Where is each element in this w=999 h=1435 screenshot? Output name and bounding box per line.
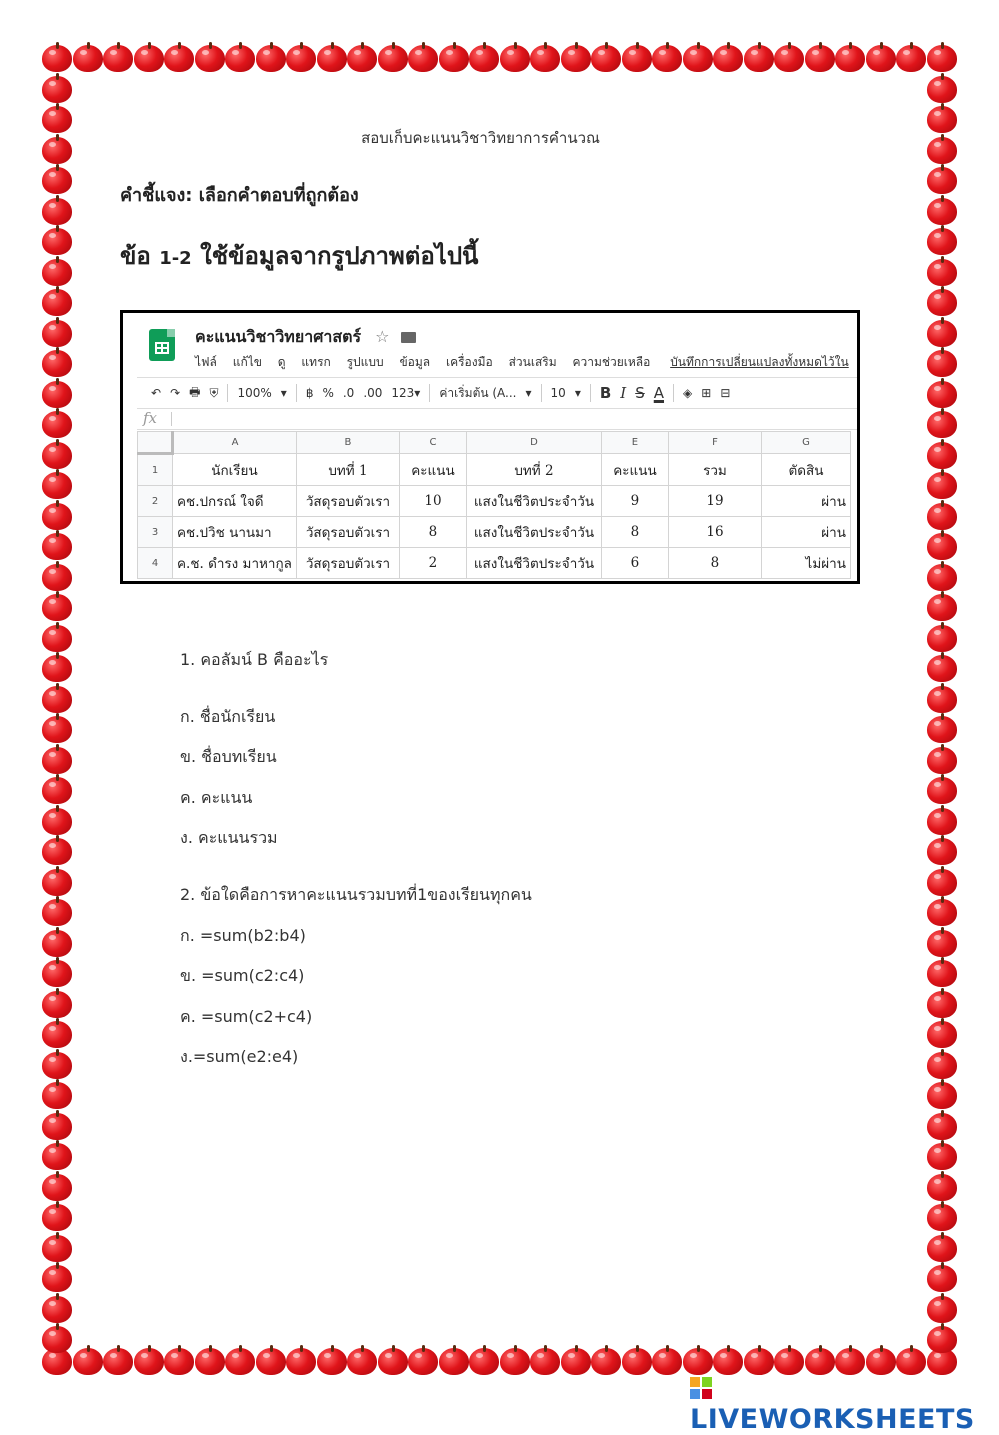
more-formats-icon: 123▾ — [391, 386, 421, 400]
table-cell: รวม — [668, 454, 761, 486]
apple-icon — [42, 1201, 72, 1231]
redo-icon: ↷ — [170, 386, 181, 400]
apple-icon — [42, 225, 72, 255]
menu-data: ข้อมูล — [399, 355, 431, 369]
apple-icon — [927, 500, 957, 530]
apple-icon — [42, 1079, 72, 1109]
apple-icon — [408, 1345, 438, 1375]
apple-icon — [42, 1262, 72, 1292]
table-cell: นักเรียน — [173, 454, 297, 486]
apple-icon — [42, 622, 72, 652]
table-cell: ไม่ผ่าน — [761, 548, 850, 579]
formula-bar: fx — [137, 409, 857, 430]
question-number: 1-2 — [159, 248, 192, 269]
q1-option-d[interactable]: ง. คะแนนรวม — [180, 828, 278, 847]
q2-option-b[interactable]: ข. =sum(c2:c4) — [180, 966, 305, 985]
menu-format: รูปแบบ — [346, 355, 384, 369]
table-row — [138, 486, 851, 517]
column-header: F — [668, 432, 761, 454]
apple-icon — [164, 1345, 194, 1375]
table-row — [138, 454, 851, 486]
apple-icon — [42, 195, 72, 225]
table-cell: ผ่าน — [761, 486, 850, 517]
q2-option-d[interactable]: ง.=sum(e2:e4) — [180, 1047, 299, 1066]
apple-icon — [42, 1018, 72, 1048]
apple-icon — [927, 957, 957, 987]
apple-icon — [42, 652, 72, 682]
apple-icon — [561, 42, 591, 72]
menu-tools: เครื่องมือ — [445, 355, 493, 369]
apple-icon — [927, 408, 957, 438]
apple-icon — [927, 683, 957, 713]
table-cell: บทที่ 1 — [296, 454, 399, 486]
apple-icon — [164, 42, 194, 72]
apple-icon — [103, 1345, 133, 1375]
apple-icon — [927, 988, 957, 1018]
apple-icon — [42, 1232, 72, 1262]
apple-icon — [42, 42, 72, 72]
apple-icon — [42, 561, 72, 591]
star-icon: ☆ — [375, 327, 390, 346]
merge-cells-icon: ⊟ — [720, 386, 731, 400]
q1-option-a[interactable]: ก. ชื่อนักเรียน — [180, 707, 276, 726]
fill-color-icon: ◈ — [683, 386, 693, 400]
apple-icon — [591, 42, 621, 72]
apple-icon — [286, 1345, 316, 1375]
table-row — [138, 517, 851, 548]
apple-icon — [378, 42, 408, 72]
table-cell: คะแนน — [399, 454, 466, 486]
column-header: G — [761, 432, 850, 454]
table-cell: 6 — [601, 548, 668, 579]
font-family-value: ค่าเริ่มต้น (A... — [439, 385, 517, 400]
apple-icon — [927, 225, 957, 255]
percent-icon: % — [322, 386, 334, 400]
menu-edit: แก้ไข — [232, 355, 262, 369]
table-cell: 8 — [601, 517, 668, 548]
apple-icon — [73, 1345, 103, 1375]
table-cell: คะแนน — [601, 454, 668, 486]
saved-status: บันทึกการเปลี่ยนแปลงทั้งหมดไว้ใน — [670, 355, 849, 369]
chevron-down-icon: ▾ — [525, 386, 532, 400]
apple-icon — [42, 1140, 72, 1170]
table-cell: วัสดุรอบตัวเรา — [296, 517, 399, 548]
apple-icon — [42, 744, 72, 774]
apple-icon — [683, 42, 713, 72]
table-cell: วัสดุรอบตัวเรา — [296, 486, 399, 517]
apple-icon — [835, 42, 865, 72]
table-cell: 2 — [399, 548, 466, 579]
question-2: 2. ข้อใดคือการหาคะแนนรวมบทที่1ของเรียนทุกคน — [180, 885, 532, 904]
table-cell: แสงในชีวิตประจำวัน — [466, 517, 601, 548]
apple-icon — [347, 1345, 377, 1375]
apple-icon — [42, 73, 72, 103]
q1-option-c[interactable]: ค. คะแนน — [180, 788, 253, 807]
table-cell: แสงในชีวิตประจำวัน — [466, 486, 601, 517]
row-number: 1 — [138, 454, 173, 486]
apple-icon — [317, 42, 347, 72]
apple-icon — [927, 591, 957, 621]
question-heading — [120, 236, 478, 275]
italic-icon: I — [620, 384, 627, 402]
apple-icon — [927, 317, 957, 347]
apple-icon — [195, 42, 225, 72]
apple-icon — [866, 42, 896, 72]
menu-help: ความช่วยเหลือ — [572, 355, 651, 369]
chevron-down-icon: ▾ — [280, 386, 287, 400]
apple-icon — [225, 1345, 255, 1375]
apple-icon — [927, 530, 957, 560]
column-header: D — [466, 432, 601, 454]
menu-insert: แทรก — [301, 355, 331, 369]
apple-icon — [225, 42, 255, 72]
apple-icon — [42, 408, 72, 438]
apple-icon — [42, 1049, 72, 1079]
apple-icon — [927, 42, 957, 72]
apple-icon — [256, 1345, 286, 1375]
apple-icon — [42, 164, 72, 194]
undo-icon: ↶ — [151, 386, 162, 400]
menu-file: ไฟล์ — [195, 355, 217, 369]
apple-icon — [927, 1293, 957, 1323]
apple-icon — [42, 988, 72, 1018]
sheet-title-text: คะแนนวิชาวิทยาศาสตร์ — [195, 327, 362, 346]
apple-icon — [42, 957, 72, 987]
sheet-menu — [195, 353, 860, 372]
question-prefix: ข้อ — [120, 242, 151, 270]
apple-icon — [195, 1345, 225, 1375]
apple-icon — [42, 835, 72, 865]
spreadsheet-screenshot — [120, 310, 860, 584]
apple-icon — [42, 713, 72, 743]
table-cell: 8 — [668, 548, 761, 579]
apple-icon — [317, 1345, 347, 1375]
apple-icon — [286, 42, 316, 72]
table-row — [138, 548, 851, 579]
apple-icon — [469, 42, 499, 72]
apple-icon — [927, 256, 957, 286]
apple-icon — [42, 927, 72, 957]
apple-icon — [927, 378, 957, 408]
table-cell: บทที่ 2 — [466, 454, 601, 486]
apple-icon — [591, 1345, 621, 1375]
apple-icon — [713, 42, 743, 72]
apple-icon — [927, 1018, 957, 1048]
apple-icon — [774, 42, 804, 72]
apple-icon — [927, 164, 957, 194]
column-header: B — [296, 432, 399, 454]
column-header: C — [399, 432, 466, 454]
apple-icon — [927, 561, 957, 591]
apple-icon — [652, 1345, 682, 1375]
apple-icon — [927, 1201, 957, 1231]
apple-icon — [530, 1345, 560, 1375]
currency-icon: ฿ — [305, 386, 314, 400]
apple-icon — [927, 927, 957, 957]
apple-icon — [42, 1293, 72, 1323]
table-cell: 8 — [399, 517, 466, 548]
paint-format-icon: ⛨ — [209, 385, 219, 400]
row-number: 3 — [138, 517, 173, 548]
q2-option-c[interactable]: ค. =sum(c2+c4) — [180, 1007, 313, 1026]
column-header: E — [601, 432, 668, 454]
liveworksheets-logo-icon — [690, 1377, 712, 1399]
apple-icon — [42, 774, 72, 804]
apple-icon — [42, 896, 72, 926]
table-cell: ตัดสิน — [761, 454, 850, 486]
apple-icon — [134, 42, 164, 72]
apple-icon — [500, 1345, 530, 1375]
apple-icon — [774, 1345, 804, 1375]
apple-icon — [927, 195, 957, 225]
apple-icon — [927, 774, 957, 804]
menu-view: ดู — [277, 355, 286, 369]
apple-icon — [134, 1345, 164, 1375]
apple-icon — [927, 439, 957, 469]
apple-icon — [744, 42, 774, 72]
apple-icon — [561, 1345, 591, 1375]
apple-icon — [927, 805, 957, 835]
apple-icon — [896, 42, 926, 72]
borders-icon: ⊞ — [701, 386, 712, 400]
table-cell: วัสดุรอบตัวเรา — [296, 548, 399, 579]
sheet-title — [195, 325, 416, 350]
menu-addons: ส่วนเสริม — [508, 355, 557, 369]
apple-icon — [683, 1345, 713, 1375]
apple-icon — [42, 286, 72, 316]
apple-icon — [835, 1345, 865, 1375]
page-title: สอบเก็บคะแนนวิชาวิทยาการคำนวณ — [361, 129, 600, 147]
apple-icon — [42, 469, 72, 499]
q2-option-a[interactable]: ก. =sum(b2:b4) — [180, 926, 306, 945]
apple-icon — [42, 866, 72, 896]
sheet-toolbar — [137, 377, 857, 409]
table-cell: 16 — [668, 517, 761, 548]
apple-icon — [927, 713, 957, 743]
apple-icon — [103, 42, 133, 72]
row-number: 2 — [138, 486, 173, 517]
apple-icon — [713, 1345, 743, 1375]
print-icon: 🖶 — [189, 384, 201, 399]
apple-icon — [500, 42, 530, 72]
liveworksheets-watermark — [690, 1373, 999, 1435]
folder-icon — [401, 332, 416, 343]
apple-icon — [927, 866, 957, 896]
apple-icon — [42, 530, 72, 560]
apple-icon — [42, 591, 72, 621]
apple-icon — [439, 42, 469, 72]
apple-icon — [927, 1079, 957, 1109]
text-color-icon: A — [653, 384, 665, 402]
apple-icon — [927, 1323, 957, 1353]
apple-icon — [927, 896, 957, 926]
grid-corner — [138, 432, 173, 454]
table-cell: คช.ปกรณ์ ใจดี — [173, 486, 297, 517]
question-1: 1. คอลัมน์ B คืออะไร — [180, 650, 329, 669]
q1-option-b[interactable]: ข. ชื่อบทเรียน — [180, 747, 277, 766]
spreadsheet-grid — [137, 431, 851, 579]
apple-icon — [927, 1110, 957, 1140]
apple-icon — [42, 317, 72, 347]
apple-icon — [927, 1262, 957, 1292]
apple-icon — [42, 256, 72, 286]
apple-icon — [73, 42, 103, 72]
increase-decimal-icon: .00 — [363, 386, 383, 400]
apple-icon — [530, 42, 560, 72]
apple-icon — [42, 805, 72, 835]
table-cell: ค.ช. ดำรง มาหากูล — [173, 548, 297, 579]
apple-icon — [805, 1345, 835, 1375]
apple-icon — [805, 42, 835, 72]
apple-icon — [378, 1345, 408, 1375]
apple-icon — [42, 439, 72, 469]
apple-icon — [42, 347, 72, 377]
bold-icon: B — [599, 384, 612, 402]
apple-icon — [866, 1345, 896, 1375]
column-header-row — [138, 432, 851, 454]
instruction: คำชี้แจง: เลือกคำตอบที่ถูกต้อง — [120, 185, 359, 206]
apple-icon — [927, 835, 957, 865]
apple-icon — [347, 42, 377, 72]
apple-icon — [42, 378, 72, 408]
sheets-logo-icon — [149, 329, 175, 361]
apple-icon — [896, 1345, 926, 1375]
column-header: A — [173, 432, 297, 454]
decrease-decimal-icon: .0 — [342, 386, 355, 400]
apple-icon — [622, 1345, 652, 1375]
table-cell: 19 — [668, 486, 761, 517]
apple-icon — [42, 1323, 72, 1353]
apple-icon — [42, 500, 72, 530]
apple-icon — [439, 1345, 469, 1375]
apple-icon — [622, 42, 652, 72]
apple-icon — [927, 73, 957, 103]
zoom-value: 100% — [237, 386, 272, 400]
watermark-text: LIVEWORKSHEETS — [690, 1404, 975, 1435]
apple-icon — [744, 1345, 774, 1375]
table-cell: 9 — [601, 486, 668, 517]
apple-icon — [927, 286, 957, 316]
question-heading-text: ใช้ข้อมูลจากรูปภาพต่อไปนี้ — [200, 242, 479, 270]
row-number: 4 — [138, 548, 173, 579]
apple-icon — [927, 1232, 957, 1262]
font-size-value: 10 — [550, 386, 566, 400]
apple-icon — [927, 1171, 957, 1201]
apple-icon — [256, 42, 286, 72]
apple-icon — [927, 652, 957, 682]
table-cell: ผ่าน — [761, 517, 850, 548]
apple-icon — [42, 1110, 72, 1140]
apple-icon — [408, 42, 438, 72]
apple-icon — [927, 469, 957, 499]
apple-icon — [42, 683, 72, 713]
apple-icon — [469, 1345, 499, 1375]
apple-icon — [927, 622, 957, 652]
apple-icon — [927, 347, 957, 377]
table-cell: คช.ปวิช นานมา — [173, 517, 297, 548]
strikethrough-icon: S — [635, 384, 645, 402]
apple-icon — [927, 1140, 957, 1170]
apple-icon — [927, 744, 957, 774]
apple-icon — [652, 42, 682, 72]
apple-icon — [927, 1049, 957, 1079]
table-cell: แสงในชีวิตประจำวัน — [466, 548, 601, 579]
chevron-down-icon: ▾ — [574, 386, 581, 400]
table-cell: 10 — [399, 486, 466, 517]
apple-icon — [42, 1171, 72, 1201]
